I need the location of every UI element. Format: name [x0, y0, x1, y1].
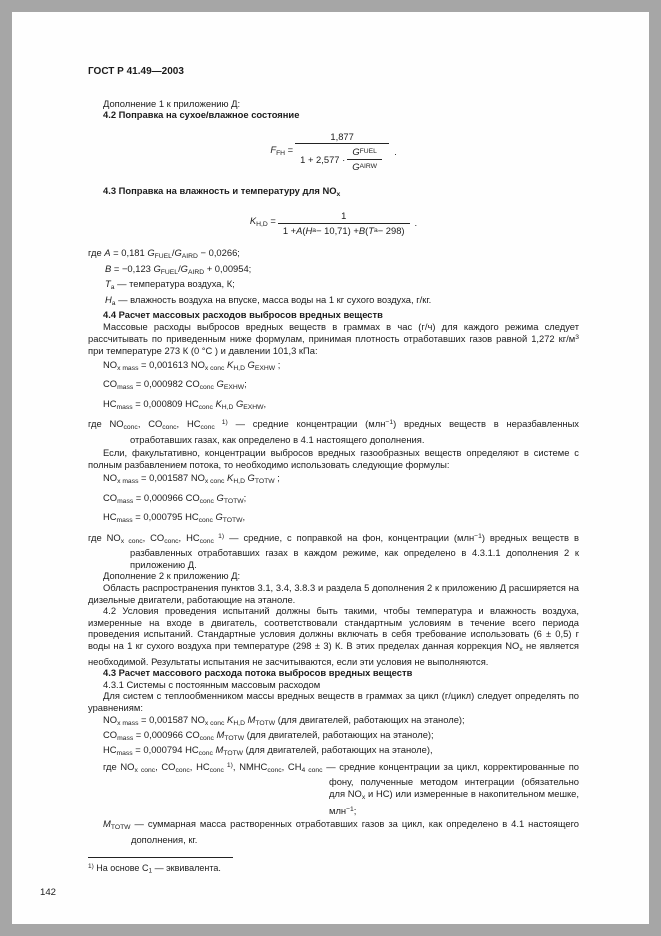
paragraph-test-conditions: 4.2 Условия проведения испытаний должны быть такими, чтобы температура и влажность воздуха, измеренные на входе в двигатель, соответствовали стандартным условиям в течение всего периода проведения испытаний. Стандартные условия должны включать в себя требование использовать (6 ± 0,5) г воды на 1 кг сухого воздуха при температуре (298 ± 3) К. В этих пределах данная коррекция $NO_x$ не является необходимой. Результаты испытания не засчитываются, если эти условия не выполняются. [88, 605, 580, 667]
heading-4-2: 4.2 Поправка на сухое/влажное состояние [103, 109, 300, 121]
formula-period: . [414, 217, 418, 229]
equation-nox-mass-cycle: $NO_{x mass} = 0,001587$ $NO_{x conc}$ $K_{H,D}$ $M_{TOTW}$ (для двигателей, работающих на этаноле); [103, 713, 465, 727]
inner-fraction [347, 145, 382, 173]
numerator: 1,877 [330, 130, 354, 142]
equation-hc-mass-raw: $HC_{mass} = 0,000809$ $HC_{conc}$ $K_{H,D}$ $G_{EXHW}$, [103, 397, 267, 411]
formula-lhs: $K_{H,D}$ = [249, 215, 276, 229]
paragraph-mass-flow-intro: Массовые расходы выбросов вредных веществ в граммах в час (г/ч) для каждого режима следует рассчитывать по приведенным ниже формулам, принимая плотность отработавших газов равной 1,272 $кг/м^3$ при температуре 273 К (0 °С ) и давлении 101,3 кПа: [88, 320, 579, 356]
heading-4-3-1: 4.3.1 Системы с постоянным массовым расходом [103, 678, 321, 690]
equation-hc-mass-cycle: $HC_{mass} = 0,000794$ $HC_{conc}$ $M_{TOTW}$ (для двигателей, работающих на этаноле), [103, 744, 433, 758]
paragraph-supplement2-intro: Дополнение 2 к приложению Д: [103, 570, 241, 582]
inner-denominator: G AIRW [347, 159, 382, 174]
where-definition-b: B = −0,123 $G_{FUEL}/G_{AIRD} + 0,00954$; [105, 262, 252, 276]
fraction [278, 209, 410, 237]
heading-4-4: 4.4 Расчет массовых расходов выбросов вредных веществ [103, 309, 383, 321]
where-cycle-concentrations: где $NO_{x conc}$, $CO_{conc}$, $HC_{conc}$ $^{1)}$, $NMHC_{conc}$, $CH_{4 conc}$ — средние концентрации за цикл, корректированные по фону, полученные методом интеграции (обязательно для $NO_x$ и НС) или измеренные в накопительном мешке, млн$^{-1}$; [103, 760, 580, 816]
where-definition-a: где A = 0,181 $G_{FUEL}/G_{AIRD} - 0,0266$; [88, 247, 240, 261]
equation-co-mass-diluted: $CO_{mass} = 0,000966$ $CO_{conc}$ $G_{TOTW}$; [103, 491, 247, 505]
paragraph-heat-exchanger: Для систем с теплообменником массы вредных веществ в граммах за цикл (г/цикл) следует определять по уравнениям: [88, 690, 579, 713]
paragraph-scope-extension: Область распространения пунктов 3.1, 3.4, 3.8.3 и раздела 5 дополнения 2 к приложению Д расширяется на дизельные двигатели, работающие на этаноле. [88, 582, 579, 605]
formula-dry-wet-correction [88, 130, 579, 175]
formula-expression [270, 130, 396, 175]
heading-4-3-mass-flow: 4.3 Расчет массового расхода потока выбросов вредных веществ [103, 667, 413, 679]
equation-co-mass-raw: $CO_{mass} = 0,000982$ $CO_{conc}$ $G_{EXHW}$; [103, 378, 247, 391]
paragraph-full-dilution: Если, факультативно, концентрации выбросов вредных газообразных веществ определяют в системе с полным разбавлением потока, то необходимо использовать следующие формулы: [88, 447, 579, 470]
fraction [295, 130, 389, 175]
where-definition-ta: $T_a$ — температура воздуха, К; [105, 278, 235, 292]
where-concentrations-raw: где $NO_{conc}$, $CO_{conc}$, $HC_{conc}$ $^{1)}$ — средние концентрации (млн$^{-1}$) вредных веществ в неразбавленных отработавших газах, как определено в 4.1 настоящего дополнения. [88, 418, 579, 445]
equation-co-mass-cycle: $CO_{mass} = 0,000966$ $CO_{conc}$ $M_{TOTW}$ (для двигателей, работающих на этаноле); [103, 728, 434, 742]
formula-period: . [394, 146, 397, 158]
where-concentrations-diluted: где $NO_{x conc}$, $CO_{conc}$, $HC_{conc}$ $^{1)}$ — средние, с поправкой на фон, концентрации (млн$^{-1}$) вредных веществ в разбавленных отработавших газах в каждом режиме, как определено в 4.3.1.1 дополнения 2 к приложению Д. [88, 531, 579, 570]
equation-hc-mass-diluted: $HC_{mass} = 0,000795$ $HC_{conc}$ $G_{TOTW}$, [103, 511, 246, 525]
footnote-divider [88, 857, 233, 858]
equation-nox-mass-diluted: $NO_{x mass} = 0,001587$ $NO_{x conc}$ $K_{H,D}$ $G_{TOTW}$ ; [103, 472, 280, 486]
denominator: 1 + A ( H a − 10,71) + B ( T a − 298) [278, 223, 410, 238]
where-definition-ha: $H_a$ — влажность воздуха на впуске, масса воды на 1 кг сухого воздуха, г/кг. [105, 293, 432, 307]
equation-nox-mass-raw: $NO_{x mass} = 0,001613$ $NO_{x conc}$ $K_{H,D}$ $G_{EXHW}$ ; [103, 358, 281, 372]
standard-number: ГОСТ Р 41.49—2003 [88, 66, 184, 77]
denominator-prefix: 1 + 2,577 · [300, 153, 346, 165]
denominator [295, 143, 389, 174]
page-content [12, 12, 649, 878]
footnote-c1-equivalent: $^{1)}$ На основе $С_1$ — эквивалента. [88, 863, 221, 875]
numerator: 1 [341, 210, 347, 222]
formula-lhs: $F_{FH}$ = [270, 144, 294, 158]
where-mtotw-definition: $M_{TOTW}$ — суммарная масса растворенных отработавших газов за цикл, как определено в 4.1 настоящего дополнения, кг. [103, 818, 579, 845]
heading-4-3: 4.3 Поправка на влажность и температуру для $NO_x$ [103, 184, 341, 198]
formula-expression [250, 209, 417, 237]
document-page [12, 12, 649, 924]
inner-numerator: G FUEL [352, 146, 377, 158]
formula-humidity-temperature-correction [88, 209, 579, 237]
paragraph-supplement1-intro: Дополнение 1 к приложению Д: [103, 97, 241, 109]
page-number: 142 [40, 887, 57, 898]
